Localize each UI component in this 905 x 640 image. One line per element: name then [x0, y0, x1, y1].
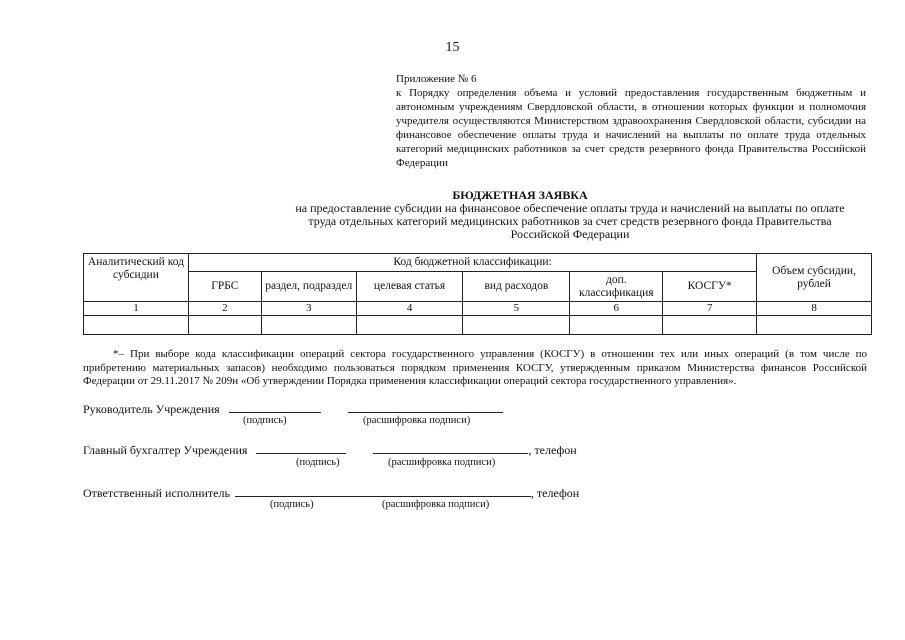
table-header-row-2 — [84, 272, 872, 302]
col-number: 8 — [757, 302, 872, 316]
accountant-decoding-field[interactable] — [373, 442, 528, 454]
header-analytic-code: Аналитический код субсидии — [84, 254, 189, 302]
document-title: БЮДЖЕТНАЯ ЗАЯВКА — [452, 188, 588, 202]
accountant-decoding-caption: (расшифровка подписи) — [388, 457, 496, 468]
head-label: Руководитель Учреждения — [83, 402, 220, 416]
head-signature-field[interactable] — [229, 401, 321, 413]
header-budget-classification: Код бюджетной классификации: — [188, 254, 756, 272]
executor-signature-field[interactable] — [235, 485, 531, 497]
accountant-label: Главный бухгалтер Учреждения — [83, 443, 248, 457]
header-target-article: целевая статья — [356, 272, 463, 302]
budget-table — [83, 253, 872, 335]
header-subsidy-volume: Объем субсидии, рублей — [757, 254, 872, 302]
footnote: *– При выборе кода классификации операций сектора государственного управления (КОСГУ) в отношении тех или иных операций (в том числе по прибретению материальных запасов) необходимо пользоваться порядком применения КОСГУ, утвержденным приказом Министерства финансов Российской Федерации от 29.11.2017 № 209н «Об утверждении Порядка применения классификации операций сектора государственного управления». — [83, 348, 867, 387]
appendix-title: Приложение № 6 — [396, 73, 477, 85]
header-extra-classification: доп. классификация — [570, 272, 663, 302]
table-number-row — [84, 302, 872, 316]
col-number: 4 — [356, 302, 463, 316]
subtitle-line-2: труда отдельных категорий медицинских работников за счет средств резервного фонда Правительства — [308, 214, 832, 228]
accountant-signature-caption: (подпись) — [296, 457, 340, 468]
executor-phone-label: , телефон — [530, 486, 580, 500]
col-number: 2 — [188, 302, 261, 316]
header-expense-type: вид расходов — [463, 272, 570, 302]
executor-signature-line — [83, 485, 579, 501]
header-kosgu: КОСГУ* — [663, 272, 757, 302]
page-number: 15 — [445, 40, 460, 55]
header-section: раздел, подраздел — [261, 272, 356, 302]
accountant-signature-field[interactable] — [256, 442, 346, 454]
table-header-row-1 — [84, 254, 872, 272]
empty-cell[interactable] — [663, 316, 757, 335]
col-number: 6 — [570, 302, 663, 316]
empty-cell[interactable] — [261, 316, 356, 335]
accountant-phone-label: , телефон — [528, 443, 577, 457]
appendix-text: к Порядку определения объема и условий предоставления государственным бюджетным и автономным учреждениям Свердловской области, в отношении которых функции и полномочия учредителя осуществляются Министерством здравоохранения Свердловской области, субсидии на финансовое обеспечение оплаты труда и начислений на выплаты по оплате труда отдельных категорий медицинских работников за счет средств резервного фонда Правительства Российской Федерации — [396, 87, 866, 169]
table-empty-row — [84, 316, 872, 335]
empty-cell[interactable] — [356, 316, 463, 335]
subtitle-line-3: Российской Федерации — [510, 227, 630, 241]
head-decoding-caption: (расшифровка подписи) — [363, 415, 471, 426]
executor-label: Ответственный исполнитель — [83, 486, 230, 500]
subtitle-line-1: на предоставление субсидии на финансовое обеспечение оплаты труда и начислений на выплаты по оплате — [295, 201, 845, 215]
col-number: 5 — [463, 302, 570, 316]
header-grbs: ГРБС — [188, 272, 261, 302]
empty-cell[interactable] — [188, 316, 261, 335]
executor-decoding-caption: (расшифровка подписи) — [382, 499, 490, 510]
appendix-block — [396, 72, 866, 170]
empty-cell[interactable] — [570, 316, 663, 335]
empty-cell[interactable] — [757, 316, 872, 335]
head-signature-caption: (подпись) — [243, 415, 287, 426]
executor-signature-caption: (подпись) — [270, 499, 314, 510]
accountant-signature-line — [83, 442, 577, 458]
col-number: 3 — [261, 302, 356, 316]
head-decoding-field[interactable] — [348, 401, 503, 413]
document-subtitle — [270, 202, 870, 241]
empty-cell[interactable] — [463, 316, 570, 335]
col-number: 1 — [84, 302, 189, 316]
empty-cell[interactable] — [84, 316, 189, 335]
col-number: 7 — [663, 302, 757, 316]
